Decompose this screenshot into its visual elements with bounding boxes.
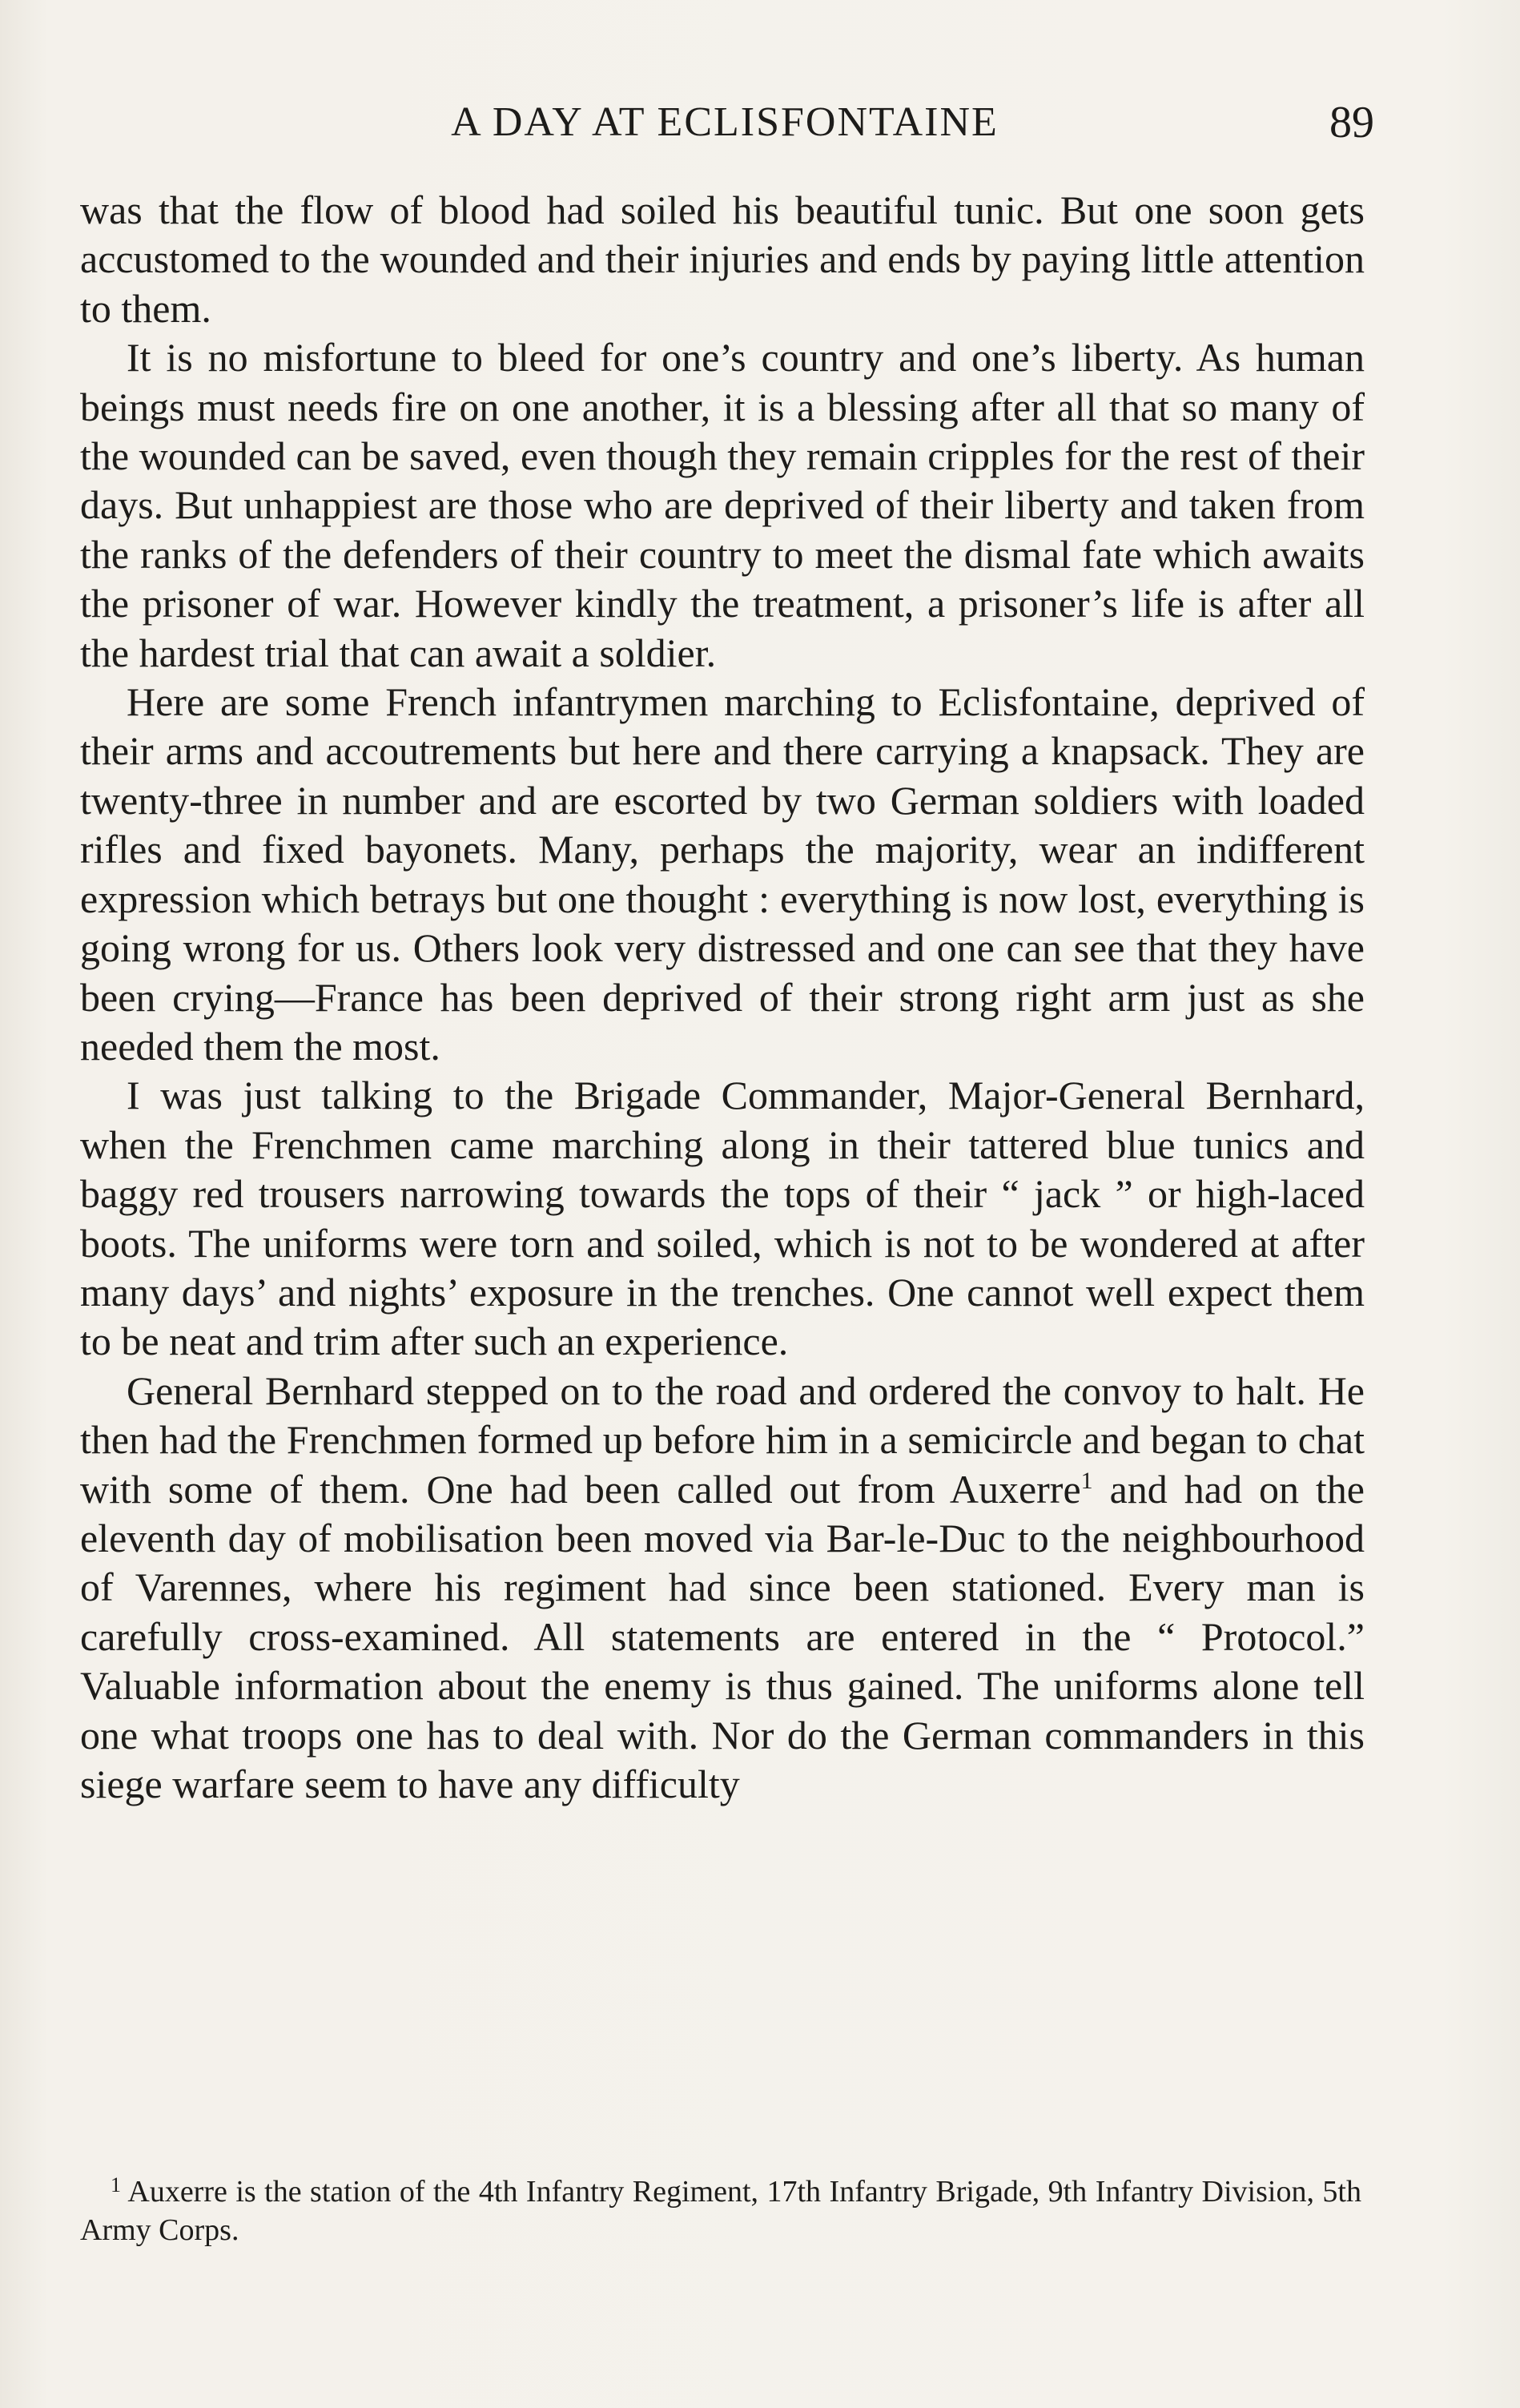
paragraph-text: and had on the eleventh day of mobilisation been moved via Bar-le-Duc to the neighbourhood of Varennes, where his regiment had since been stationed. Every man is carefully cross-examined. All statements are entered in the “ Protocol.” Valuable information about the enemy is thus gained. The uniforms alone tell one what troops one has to deal with. Nor do the German commanders in this siege warfare seem to have any difficulty bbox=[80, 1466, 1365, 1806]
paragraph: was that the flow of blood had soiled his beautiful tunic. But one soon gets accustomed to the wounded and their injuries and ends by paying little attention to them. bbox=[80, 187, 1365, 331]
footnote bbox=[80, 2172, 1361, 2249]
page-header bbox=[80, 95, 1374, 151]
paragraph bbox=[80, 1367, 1365, 1810]
page-number: 89 bbox=[1329, 98, 1374, 147]
paragraph-text: General Bernhard stepped on to the road and ordered the convoy to halt. He then had the Frenchmen formed up before him in a semicircle and began to chat with some of them. One had been called out from Auxerre bbox=[80, 1367, 1365, 1512]
footnote-reference: 1 bbox=[1080, 1467, 1093, 1494]
paragraph: Here are some French infantrymen marching to Eclisfontaine, deprived of their arms and accoutrements but here and there carrying a knapsack. They are twenty-three in number and are escorted by two German soldiers with loaded rifles and fixed bayonets. Many, perhaps the majority, wear an indifferent expression which betrays but one thought : everything is now lost, everything is going wrong for us. Others look very distressed and one can see that they have been crying—France has been deprived of their strong right arm just as she needed them the most. bbox=[80, 679, 1365, 1069]
body-text bbox=[80, 186, 1365, 1809]
footnote-mark: 1 bbox=[111, 2173, 121, 2197]
footnote-text: Auxerre is the station of the 4th Infantry Regiment, 17th Infantry Brigade, 9th Infantry Division, 5th Army Corps. bbox=[80, 2175, 1361, 2247]
running-title: A DAY AT ECLISFONTAINE bbox=[451, 99, 999, 145]
paragraph: It is no misfortune to bleed for one’s country and one’s liberty. As human beings must needs fire on one another, it is a blessing after all that so many of the wounded can be saved, even though they remain cripples for the rest of their days. But unhappiest are those who are deprived of their liberty and taken from the ranks of the defenders of their country to meet the dismal fate which awaits the prisoner of war. However kindly the treatment, a prisoner’s life is after all the hardest trial that can await a soldier. bbox=[80, 335, 1365, 675]
paragraph: I was just talking to the Brigade Commander, Major-General Bernhard, when the Frenchmen came marching along in their tattered blue tunics and baggy red trousers narrowing towards the tops of their “ jack ” or high-laced boots. The uniforms were torn and soiled, which is not to be wondered at after many days’ and nights’ exposure in the trenches. One cannot well expect them to be neat and trim after such an experience. bbox=[80, 1073, 1365, 1364]
